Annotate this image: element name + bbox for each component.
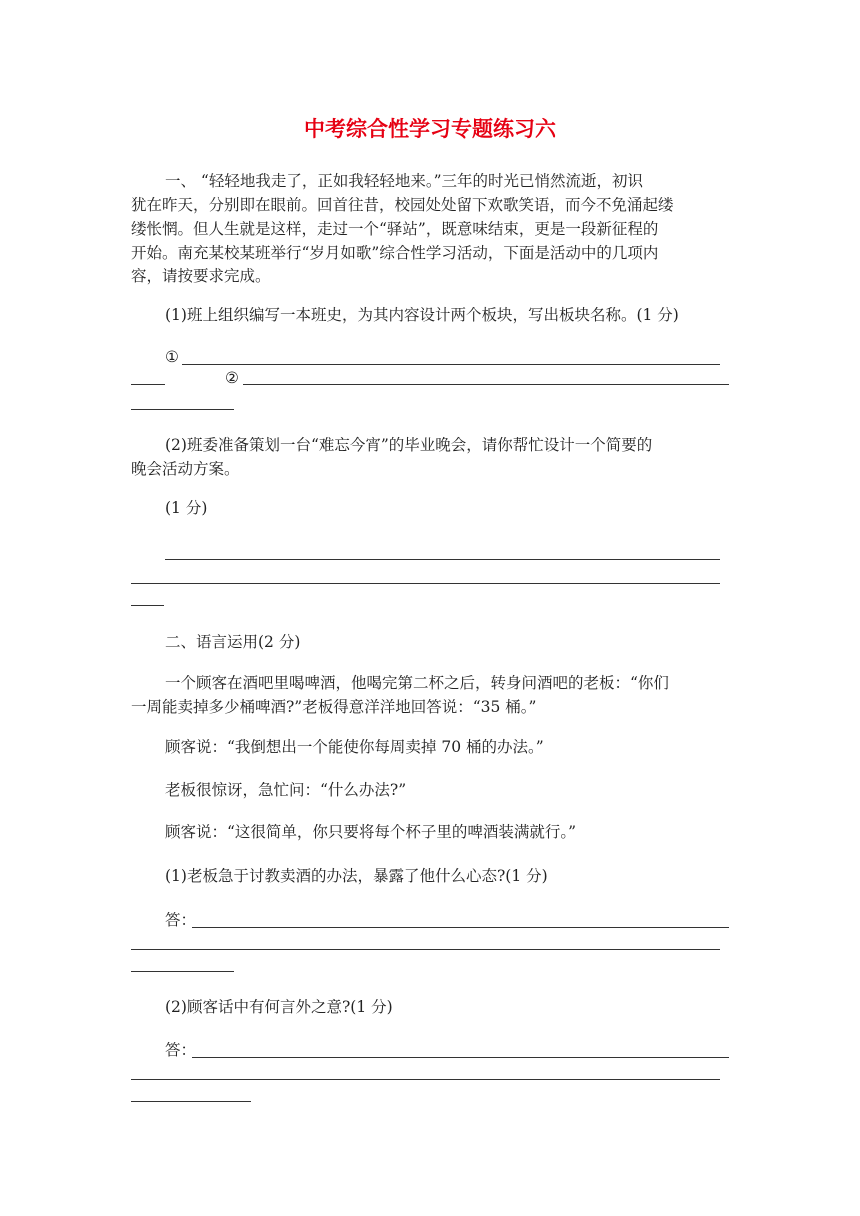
- answer-line[interactable]: [182, 364, 720, 365]
- answer-label: 答：: [165, 911, 197, 929]
- answer-line[interactable]: [131, 971, 234, 972]
- question-1-2-line: 晚会活动方案。: [131, 460, 240, 478]
- question-1-2-score: (1 分): [165, 499, 208, 517]
- question-2-1: (1)老板急于讨教卖酒的办法，暴露了他什么心态?(1 分): [165, 867, 548, 885]
- answer-label: 答：: [165, 1041, 197, 1059]
- question-1-2-line: (2)班委准备策划一台“难忘今宵”的毕业晚会，请你帮忙设计一个简要的: [165, 436, 653, 454]
- answer-line[interactable]: [192, 927, 729, 928]
- answer-line[interactable]: [131, 949, 720, 950]
- blank-marker-1: ①: [165, 348, 179, 366]
- dialog-line: 顾客说：“这很简单，你只要将每个杯子里的啤酒装满就行。”: [165, 823, 577, 841]
- answer-line[interactable]: [131, 409, 234, 410]
- section2-heading: 二、语言运用(2 分): [165, 633, 301, 651]
- paragraph-line: 开始。南充某校某班举行“岁月如歌”综合性学习活动，下面是活动中的几项内: [131, 244, 659, 262]
- blank-marker-2: ②: [225, 369, 239, 387]
- answer-line[interactable]: [131, 583, 720, 584]
- answer-line[interactable]: [131, 384, 165, 385]
- answer-line[interactable]: [243, 384, 729, 385]
- answer-line[interactable]: [192, 1057, 729, 1058]
- answer-line[interactable]: [131, 605, 164, 606]
- paragraph-line: 一个顾客在酒吧里喝啤酒，他喝完第二杯之后，转身问酒吧的老板：“你们: [165, 674, 669, 692]
- answer-line[interactable]: [165, 559, 720, 560]
- paragraph-line: 容，请按要求完成。: [131, 267, 271, 285]
- question-2-2: (2)顾客话中有何言外之意?(1 分): [165, 998, 393, 1016]
- paragraph-line: 一、 “轻轻地我走了，正如我轻轻地来。”三年的时光已悄然流逝，初识: [165, 172, 644, 190]
- paragraph-line: 缕怅惘。但人生就是这样，走过一个“驿站”，既意味结束，更是一段新征程的: [131, 220, 659, 238]
- page-title: 中考综合性学习专题练习六: [304, 116, 556, 141]
- paragraph-line: 犹在昨天，分别即在眼前。回首往昔，校园处处留下欢歌笑语，而今不免涌起缕: [131, 196, 674, 214]
- question-1-1: (1)班上组织编写一本班史，为其内容设计两个板块，写出板块名称。(1 分): [165, 306, 679, 324]
- dialog-line: 顾客说：“我倒想出一个能使你每周卖掉 70 桶的办法。”: [165, 738, 544, 756]
- answer-line[interactable]: [131, 1101, 251, 1102]
- answer-line[interactable]: [131, 1079, 720, 1080]
- paragraph-line: 一周能卖掉多少桶啤酒?”老板得意洋洋地回答说：“35 桶。”: [131, 698, 537, 716]
- dialog-line: 老板很惊讶，急忙问：“什么办法?”: [165, 781, 407, 799]
